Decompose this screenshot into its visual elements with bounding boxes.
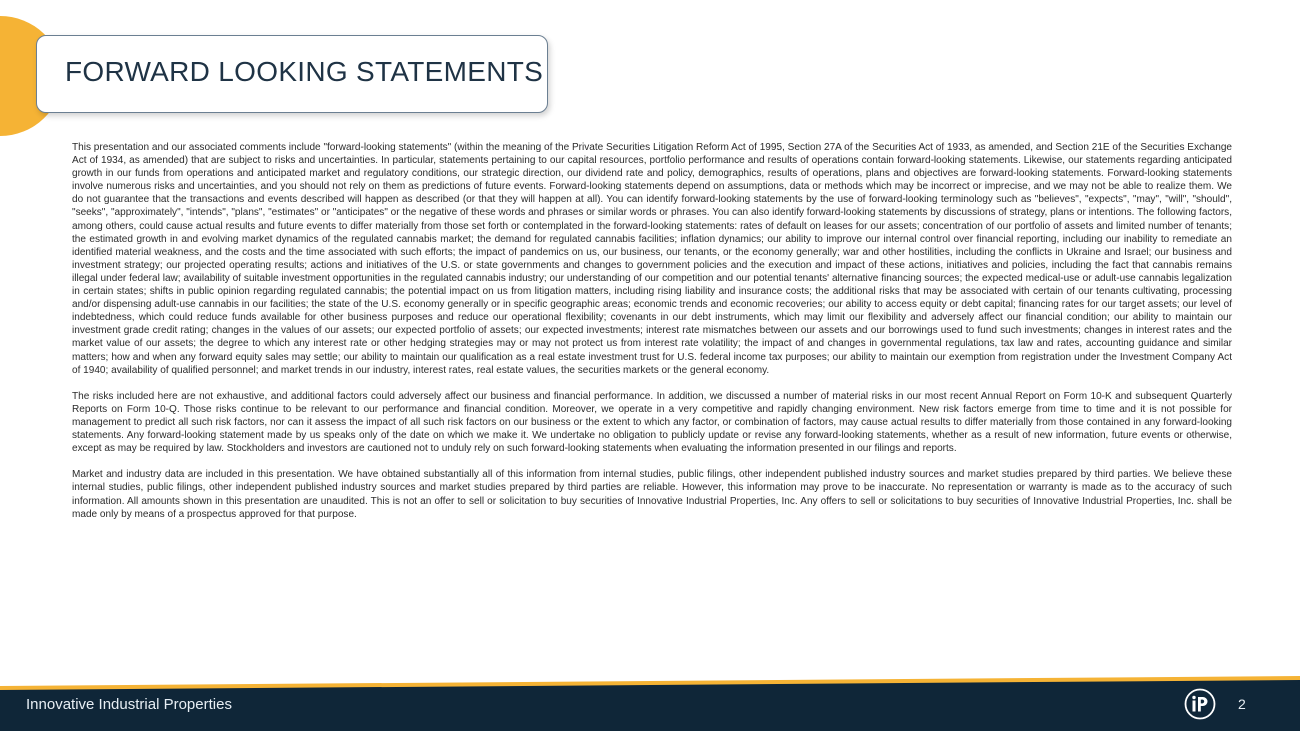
page-title: FORWARD LOOKING STATEMENTS bbox=[65, 56, 544, 87]
title-box bbox=[36, 35, 548, 113]
paragraph-additional-risks: The risks included here are not exhaustive, and additional factors could adversely affect our business and financial performance. In addition, we discussed a number of material risks in our most recent Annual Report on Form 10-K and subsequent Quarterly Reports on Form 10-Q. Those risks continue to be relevant to our performance and financial condition. Moreover, we operate in a very competitive and rapidly changing environment. New risk factors emerge from time to time and it is not possible for management to predict all such risk factors, nor can it assess the impact of all such risk factors on our business or the extent to which any factor, or combination of factors, may cause actual results to differ materially from those contained in any forward-looking statements. Any forward-looking statement made by us speaks only of the date on which we make it. We undertake no obligation to publicly update or revise any forward-looking statements, whether as a result of new information, future events or otherwise, except as may be required by law. Stockholders and investors are cautioned not to unduly rely on such forward-looking statements when evaluating the information presented in our filings and reports. bbox=[72, 390, 1232, 455]
paragraph-market-data: Market and industry data are included in this presentation. We have obtained substantially all of this information from internal studies, public filings, other independent published industry sources and market studies prepared by third parties. We believe these internal studies, public filings, other independent published industry sources and market studies prepared by third parties are reliable. However, this information may prove to be inaccurate. No representation or warranty is made as to the accuracy of such information. All amounts shown in this presentation are unaudited. This is not an offer to sell or solicitation to buy securities of Innovative Industrial Properties, Inc. Any offers to sell or solicitations to buy securities of Innovative Industrial Properties, Inc. shall be made only by means of a prospectus approved for that purpose. bbox=[72, 469, 1232, 520]
paragraph-risk-factors: This presentation and our associated comments include "forward-looking statements" (within the meaning of the Private Securities Litigation Reform Act of 1995, Section 27A of the Securities Act of 1933, as amended, and Section 21E of the Securities Exchange Act of 1934, as amended) that are subject to risks and uncertainties. In particular, statements pertaining to our capital resources, portfolio performance and results of operations contain forward-looking statements. Likewise, our statements regarding anticipated growth in our funds from operations and anticipated market and regulatory conditions, our strategic direction, our dividend rate and policy, demographics, results of operations, plans and objectives are forward-looking statements. Forward-looking statements involve numerous risks and uncertainties, and you should not rely on them as predictions of future events. Forward-looking statements depend on assumptions, data or methods which may be incorrect or imprecise, and we may not be able to realize them. We do not guarantee that the transactions and events described will happen as described (or that they will happen at all). You can identify forward-looking statements by the use of forward-looking terminology such as "believes", "expects", "may", "will", "should", "seeks", "approximately", "intends", "plans", "estimates" or "anticipates" or the negative of these words and phrases or similar words or phrases. You can also identify forward-looking statements by discussions of strategy, plans or intentions. The following factors, among others, could cause actual results and future events to differ materially from those set forth or contemplated in the forward-looking statements: rates of default on leases for our assets; concentration of our portfolio of assets and limited number of tenants; the estimated growth in and evolving market dynamics of the regulated cannabis market; the demand for regulated cannabis facilities; inflation dynamics; our ability to improve our internal control over financial reporting, including our inability to remediate an identified material weakness, and the costs and the time associated with such efforts; the impact of pandemics on us, our business, our tenants, or the economy generally; war and other hostilities, including the conflicts in Ukraine and Israel; our business and investment strategy; our projected operating results; actions and initiatives of the U.S. or state governments and changes to government policies and the execution and impact of these actions, initiatives and policies, including the fact that cannabis remains illegal under federal law; availability of suitable investment opportunities in the regulated cannabis industry; our understanding of our competition and our potential tenants' alternative financing sources; the expected medical-use or adult-use cannabis legalization in certain states; shifts in public opinion regarding regulated cannabis; the potential impact on us from litigation matters, including rising liability and insurance costs; the additional risks that may be associated with certain of our tenants cultivating, processing and/or dispensing adult-use cannabis in our facilities; the state of the U.S. economy generally or in specific geographic areas; economic trends and economic recoveries; our ability to access equity or debt capital; financing rates for our target assets; our level of indebtedness, which could reduce funds available for other business purposes and reduce our operational flexibility; covenants in our debt instruments, which may limit our flexibility and adversely affect our financial condition; our ability to maintain our investment grade credit rating; changes in the values of our assets; our expected portfolio of assets; our expected investments; interest rate mismatches between our assets and our borrowings used to fund such investments; changes in interest rates and the market value of our assets; the degree to which any interest rate or other hedging strategies may or may not protect us from interest rate volatility; the impact of and changes in governmental regulations, tax law and rates, accounting guidance and similar matters; how and when any forward equity sales may settle; our ability to maintain our qualification as a real estate investment trust for U.S. federal income tax purposes; our ability to maintain our exemption from registration under the Investment Company Act of 1940; availability of qualified personnel; and market trends in our industry, interest rates, real estate values, the securities markets or the general economy. bbox=[72, 142, 1232, 376]
page-number: 2 bbox=[1238, 696, 1246, 712]
body-text bbox=[72, 141, 1232, 534]
iip-logo-icon bbox=[1184, 688, 1216, 720]
footer-company-name: Innovative Industrial Properties bbox=[26, 696, 232, 713]
